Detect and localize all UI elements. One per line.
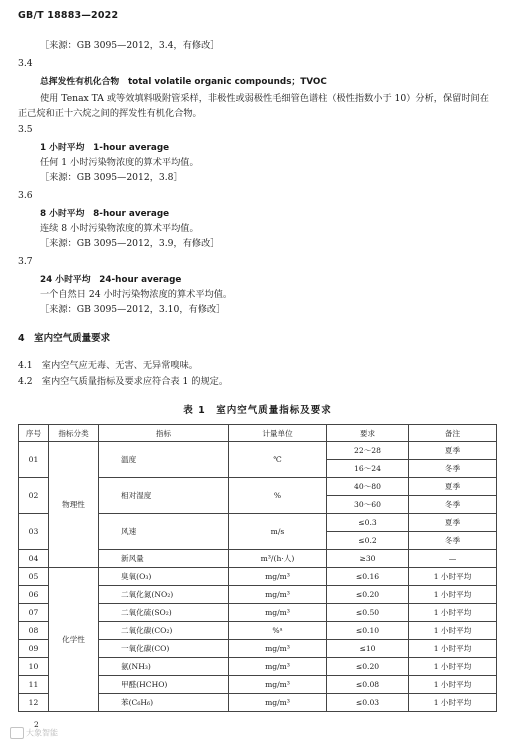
unit-cell: mg/m³	[229, 604, 327, 622]
term-title: 8 小时平均 8-hour average	[40, 209, 170, 219]
row-no: 07	[19, 604, 49, 622]
table-row	[19, 568, 497, 586]
row-no: 04	[19, 550, 49, 568]
indicator-cell: 温度	[99, 442, 229, 478]
source-note: ［来源：GB 3095—2012，3.4，有修改］	[40, 40, 220, 51]
row-no: 12	[19, 694, 49, 712]
term-definition: 任何 1 小时污染物浓度的算术平均值。	[40, 157, 199, 168]
unit-cell: mg/m³	[229, 586, 327, 604]
requirement-cell: ≤0.16	[327, 568, 409, 586]
remark-cell: 冬季	[409, 532, 497, 550]
unit-cell: m/s	[229, 514, 327, 550]
remark-cell: 1 小时平均	[409, 640, 497, 658]
requirement-cell: ≥30	[327, 550, 409, 568]
section-heading: 4 室内空气质量要求	[18, 333, 111, 344]
remark-cell: 冬季	[409, 460, 497, 478]
indicator-cell: 风速	[99, 514, 229, 550]
clause-number: 3.6	[18, 190, 33, 201]
unit-cell: mg/m³	[229, 568, 327, 586]
indicator-cell: 相对湿度	[99, 478, 229, 514]
row-no: 10	[19, 658, 49, 676]
term-definition: 一个自然日 24 小时污染物浓度的算术平均值。	[40, 289, 233, 300]
watermark-text: 大象智能	[26, 728, 58, 738]
indicator-cell: 苯(C₆H₆)	[99, 694, 229, 712]
indicator-cell: 氨(NH₃)	[99, 658, 229, 676]
header-remark: 备注	[409, 425, 497, 442]
header-requirement: 要求	[327, 425, 409, 442]
requirement-cell: ≤0.20	[327, 586, 409, 604]
remark-cell: 冬季	[409, 496, 497, 514]
header-no: 序号	[19, 425, 49, 442]
row-no: 11	[19, 676, 49, 694]
indicator-cell: 臭氧(O₃)	[99, 568, 229, 586]
requirement-cell: ≤0.20	[327, 658, 409, 676]
watermark	[10, 727, 58, 739]
unit-cell: mg/m³	[229, 658, 327, 676]
unit-cell: mg/m³	[229, 676, 327, 694]
indicator-cell: 甲醛(HCHO)	[99, 676, 229, 694]
remark-cell: —	[409, 550, 497, 568]
requirement-clause: 4.1 室内空气应无毒、无害、无异常嗅味。	[18, 360, 198, 371]
requirement-cell: ≤0.08	[327, 676, 409, 694]
source-note: ［来源：GB 3095—2012，3.10，有修改］	[40, 304, 226, 315]
requirement-cell: ≤10	[327, 640, 409, 658]
indicator-cell: 新风量	[99, 550, 229, 568]
remark-cell: 1 小时平均	[409, 568, 497, 586]
remark-cell: 1 小时平均	[409, 694, 497, 712]
remark-cell: 1 小时平均	[409, 586, 497, 604]
term-title: 24 小时平均 24-hour average	[40, 275, 182, 285]
remark-cell: 夏季	[409, 478, 497, 496]
unit-cell: mg/m³	[229, 694, 327, 712]
remark-cell: 1 小时平均	[409, 604, 497, 622]
remark-cell: 夏季	[409, 442, 497, 460]
unit-cell: m³/(h·人)	[229, 550, 327, 568]
clause-number: 3.4	[18, 58, 33, 69]
indicator-cell: 一氧化碳(CO)	[99, 640, 229, 658]
requirement-cell: ≤0.10	[327, 622, 409, 640]
table-row	[19, 442, 497, 460]
unit-cell: ℃	[229, 442, 327, 478]
requirement-cell: ≤0.2	[327, 532, 409, 550]
term-definition: 使用 Tenax TA 或等效填料吸附管采样，非极性或弱极性毛细管色谱柱（极性指数小于 10）分析，保留时间在正己烷和正十六烷之间的挥发性有机化合物。	[18, 93, 489, 119]
remark-cell: 1 小时平均	[409, 622, 497, 640]
clause-number: 3.5	[18, 124, 33, 135]
category-cell: 化学性	[49, 568, 99, 712]
requirement-cell: ≤0.50	[327, 604, 409, 622]
unit-cell: %	[229, 478, 327, 514]
remark-cell: 1 小时平均	[409, 676, 497, 694]
requirement-cell: 30～60	[327, 496, 409, 514]
table-header-row	[19, 425, 497, 442]
watermark-logo-icon	[10, 727, 24, 739]
requirement-cell: ≤0.03	[327, 694, 409, 712]
requirement-cell: ≤0.3	[327, 514, 409, 532]
row-no: 08	[19, 622, 49, 640]
remark-cell: 夏季	[409, 514, 497, 532]
indicator-cell: 二氧化碳(CO₂)	[99, 622, 229, 640]
indicator-cell: 二氧化氮(NO₂)	[99, 586, 229, 604]
requirement-clause: 4.2 室内空气质量指标及要求应符合表 1 的规定。	[18, 376, 229, 387]
header-unit: 计量单位	[229, 425, 327, 442]
row-no: 09	[19, 640, 49, 658]
source-note: ［来源：GB 3095—2012，3.9，有修改］	[40, 238, 220, 249]
clause-number: 3.7	[18, 256, 33, 267]
header-category: 指标分类	[49, 425, 99, 442]
standard-header: GB/T 18883—2022	[18, 10, 119, 21]
table-caption: 表 1 室内空气质量指标及要求	[183, 405, 332, 416]
remark-cell: 1 小时平均	[409, 658, 497, 676]
unit-cell: %ᵃ	[229, 622, 327, 640]
source-note: ［来源：GB 3095—2012，3.8］	[40, 172, 183, 183]
row-no: 06	[19, 586, 49, 604]
row-no: 05	[19, 568, 49, 586]
unit-cell: mg/m³	[229, 640, 327, 658]
term-title: 总挥发性有机化合物 total volatile organic compounds；TVOC	[40, 77, 327, 87]
air-quality-table	[18, 424, 497, 712]
row-no: 02	[19, 478, 49, 514]
requirement-cell: 22～28	[327, 442, 409, 460]
row-no: 03	[19, 514, 49, 550]
indicator-cell: 二氧化硫(SO₂)	[99, 604, 229, 622]
requirement-cell: 16～24	[327, 460, 409, 478]
row-no: 01	[19, 442, 49, 478]
page-number: 2	[34, 720, 39, 729]
header-indicator: 指标	[99, 425, 229, 442]
term-definition: 连续 8 小时污染物浓度的算术平均值。	[40, 223, 199, 234]
category-cell: 物理性	[49, 442, 99, 568]
term-title: 1 小时平均 1-hour average	[40, 143, 170, 153]
requirement-cell: 40～80	[327, 478, 409, 496]
